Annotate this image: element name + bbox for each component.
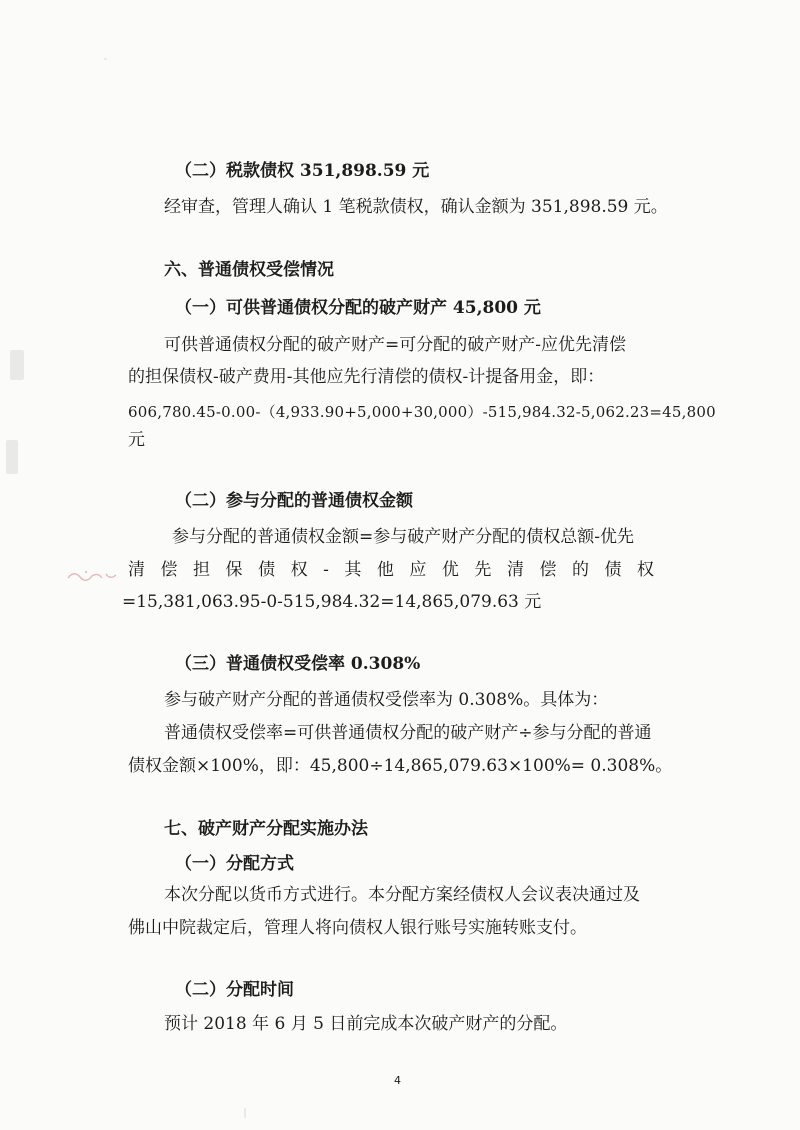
section-6-2-formula: =15,381,063.95-0-515,984.32=14,865,079.63 元 bbox=[122, 592, 542, 612]
text-char: 清 bbox=[128, 560, 145, 580]
text-char: 的 bbox=[571, 560, 589, 580]
section-7-heading: 七、破产财产分配实施办法 bbox=[164, 819, 368, 839]
section-7-2-heading: （二）分配时间 bbox=[175, 980, 294, 1000]
section-7-1-line-1: 本次分配以货币方式进行。本分配方案经债权人会议表决通过及 bbox=[164, 885, 640, 905]
scan-speck bbox=[104, 58, 107, 60]
section-6-2-line-2 bbox=[128, 559, 654, 581]
text-char: 偿 bbox=[160, 560, 178, 580]
section-6-3-line-2: 普通债权受偿率=可供普通债权分配的破产财产÷参与分配的普通 bbox=[164, 723, 652, 743]
section-6-1-line-1: 可供普通债权分配的破产财产=可分配的破产财产-应优先清偿 bbox=[164, 335, 626, 355]
text-char: 保 bbox=[225, 560, 243, 580]
section-6-3-heading: （三）普通债权受偿率 0.308% bbox=[175, 654, 421, 674]
section-6-1-heading: （一）可供普通债权分配的破产财产 45,800 元 bbox=[175, 298, 541, 318]
section-6-3-line-1: 参与破产财产分配的普通债权受偿率为 0.308%。具体为： bbox=[164, 690, 609, 710]
text-char: 担 bbox=[193, 560, 211, 580]
text-char: 其 bbox=[344, 560, 362, 580]
text-char: 债 bbox=[604, 560, 622, 580]
section-6-heading: 六、普通债权受偿情况 bbox=[164, 260, 334, 280]
scan-bleed bbox=[10, 350, 24, 380]
page-number: 4 bbox=[394, 1074, 401, 1087]
scan-bleed bbox=[6, 440, 18, 474]
text-char: 权 bbox=[637, 560, 654, 580]
tax-claim-body: 经审查，管理人确认 1 笔税款债权，确认金额为 351,898.59 元。 bbox=[164, 197, 668, 217]
text-char: 应 bbox=[409, 560, 427, 580]
scan-speck bbox=[244, 1108, 246, 1118]
text-char: 权 bbox=[290, 560, 308, 580]
text-char: 偿 bbox=[539, 560, 557, 580]
tax-claim-heading: （二）税款债权 351,898.59 元 bbox=[175, 161, 430, 181]
section-6-2-line-1: 参与分配的普通债权金额=参与破产财产分配的债权总额-优先 bbox=[172, 527, 634, 547]
text-char: 优 bbox=[441, 560, 459, 580]
text-char: 债 bbox=[258, 560, 276, 580]
section-6-1-line-2: 的担保债权-破产费用-其他应先行清偿的债权-计提备用金，即： bbox=[128, 367, 605, 387]
section-7-1-heading: （一）分配方式 bbox=[175, 854, 294, 874]
section-6-2-heading: （二）参与分配的普通债权金额 bbox=[175, 491, 413, 511]
section-7-2-line-1: 预计 2018 年 6 月 5 日前完成本次破产财产的分配。 bbox=[164, 1014, 568, 1034]
text-char: 清 bbox=[506, 560, 524, 580]
text-char: 先 bbox=[474, 560, 492, 580]
seal-fragment-icon bbox=[66, 566, 118, 584]
section-7-1-line-2: 佛山中院裁定后，管理人将向债权人银行账号实施转账支付。 bbox=[128, 918, 587, 938]
section-6-1-formula: 606,780.45-0.00-（4,933.90+5,000+30,000）-515,984.32-5,062.23=45,800 bbox=[128, 403, 716, 421]
text-char: 他 bbox=[376, 560, 394, 580]
section-6-1-unit: 元 bbox=[128, 430, 145, 450]
text-char: - bbox=[323, 560, 329, 580]
section-6-3-line-3: 债权金额×100%，即：45,800÷14,865,079.63×100%= 0.308%。 bbox=[128, 756, 673, 776]
